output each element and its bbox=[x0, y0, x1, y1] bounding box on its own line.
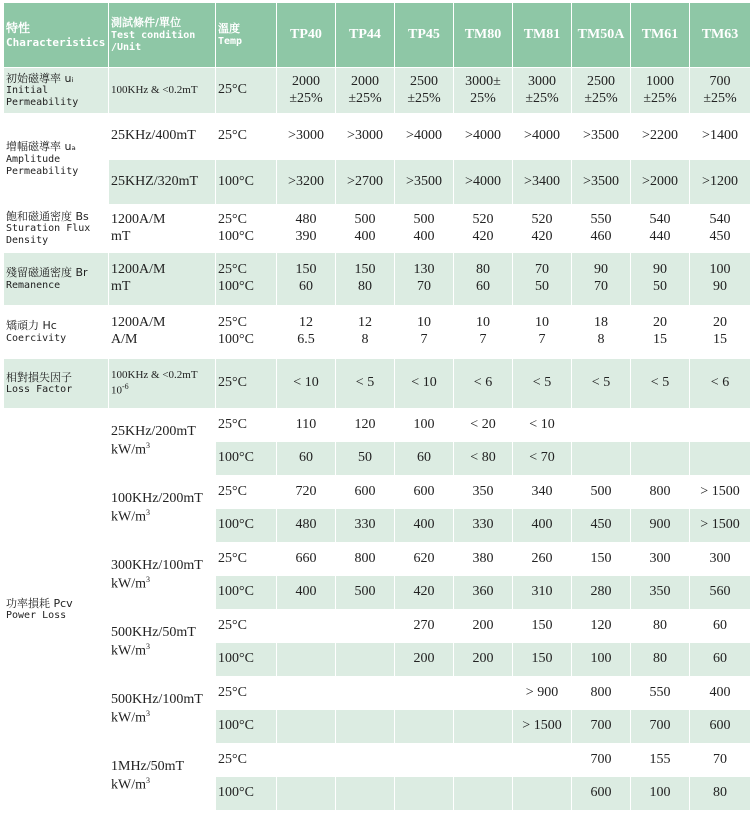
row-loss-factor bbox=[4, 359, 751, 409]
value-cell: 200 bbox=[454, 643, 513, 677]
condition-cell: 25KHz/400mT bbox=[109, 114, 216, 160]
temp-cell: 25°C bbox=[216, 610, 277, 643]
condition-cell: 25KHz/200mT $kW/m^3$ bbox=[109, 409, 216, 476]
value-cell bbox=[631, 409, 690, 442]
value-cell: 120 bbox=[572, 610, 631, 643]
value-cell: >2000 bbox=[631, 160, 690, 205]
value-cell: 310 bbox=[513, 576, 572, 610]
value-cell: 480 390 bbox=[277, 205, 336, 253]
temp-cell: 25°C bbox=[216, 68, 277, 114]
value-cell: 3000± 25% bbox=[454, 68, 513, 114]
value-cell: >4000 bbox=[454, 114, 513, 160]
value-cell: < 6 bbox=[690, 359, 751, 409]
characteristic-cell: 殘留磁通密度 Br Remanence bbox=[4, 253, 109, 306]
temp-cell: 25°C bbox=[216, 359, 277, 409]
value-cell: 20 15 bbox=[631, 306, 690, 359]
temp-cell: 25°C 100°C bbox=[216, 306, 277, 359]
value-cell: 420 bbox=[395, 576, 454, 610]
value-cell: 150 60 bbox=[277, 253, 336, 306]
value-cell bbox=[454, 777, 513, 811]
row-power-loss bbox=[4, 409, 751, 442]
value-cell: 100 90 bbox=[690, 253, 751, 306]
header-temp: 溫度 Temp bbox=[216, 3, 277, 68]
value-cell: 60 bbox=[690, 610, 751, 643]
row-amplitude-permeability-25c bbox=[4, 114, 751, 160]
temp-cell: 100°C bbox=[216, 710, 277, 744]
value-cell: >3500 bbox=[572, 114, 631, 160]
value-cell bbox=[336, 710, 395, 744]
condition-cell: 1200A/M mT bbox=[109, 253, 216, 306]
value-cell: 330 bbox=[336, 509, 395, 543]
value-cell: 10 7 bbox=[454, 306, 513, 359]
value-cell: 500 400 bbox=[395, 205, 454, 253]
temp-cell: 100°C bbox=[216, 160, 277, 205]
value-cell: 400 bbox=[690, 677, 751, 710]
value-cell: 400 bbox=[513, 509, 572, 543]
value-cell bbox=[572, 409, 631, 442]
value-cell: >3000 bbox=[277, 114, 336, 160]
header-material: TP44 bbox=[336, 3, 395, 68]
value-cell bbox=[395, 744, 454, 777]
value-cell bbox=[395, 710, 454, 744]
value-cell: 12 8 bbox=[336, 306, 395, 359]
value-cell: 70 bbox=[690, 744, 751, 777]
value-cell: 60 bbox=[690, 643, 751, 677]
value-cell: >1400 bbox=[690, 114, 751, 160]
value-cell: 360 bbox=[454, 576, 513, 610]
temp-cell: 25°C bbox=[216, 476, 277, 509]
value-cell bbox=[690, 409, 751, 442]
characteristic-cell: 初始磁導率 uᵢ Initial Permeability bbox=[4, 68, 109, 114]
characteristic-cell: 矯頑力 Hc Coercivity bbox=[4, 306, 109, 359]
value-cell: 800 bbox=[631, 476, 690, 509]
value-cell: 2500 ±25% bbox=[572, 68, 631, 114]
header-characteristics: 特性 Characteristics bbox=[4, 3, 109, 68]
value-cell: 10 7 bbox=[513, 306, 572, 359]
value-cell bbox=[454, 710, 513, 744]
value-cell: 12 6.5 bbox=[277, 306, 336, 359]
value-cell: 800 bbox=[572, 677, 631, 710]
value-cell: 450 bbox=[572, 509, 631, 543]
temp-cell: 25°C 100°C bbox=[216, 253, 277, 306]
value-cell bbox=[690, 442, 751, 476]
value-cell: > 900 bbox=[513, 677, 572, 710]
value-cell bbox=[395, 677, 454, 710]
value-cell: 150 bbox=[513, 610, 572, 643]
value-cell: >2700 bbox=[336, 160, 395, 205]
value-cell: 2000 ±25% bbox=[277, 68, 336, 114]
row-saturation-flux-density bbox=[4, 205, 751, 253]
value-cell: 350 bbox=[454, 476, 513, 509]
value-cell: 80 bbox=[631, 610, 690, 643]
header-material: TM81 bbox=[513, 3, 572, 68]
value-cell: 500 bbox=[572, 476, 631, 509]
row-remanence bbox=[4, 253, 751, 306]
value-cell: < 10 bbox=[277, 359, 336, 409]
value-cell: 520 420 bbox=[454, 205, 513, 253]
value-cell: 800 bbox=[336, 543, 395, 576]
condition-cell: 100KHz & <0.2mT $10^{-6}$ bbox=[109, 359, 216, 409]
value-cell: < 5 bbox=[513, 359, 572, 409]
header-material: TM50A bbox=[572, 3, 631, 68]
row-power-loss bbox=[4, 476, 751, 509]
value-cell: 260 bbox=[513, 543, 572, 576]
value-cell: 80 bbox=[690, 777, 751, 811]
value-cell: 620 bbox=[395, 543, 454, 576]
value-cell: 500 bbox=[336, 576, 395, 610]
value-cell: 110 bbox=[277, 409, 336, 442]
value-cell: 80 bbox=[631, 643, 690, 677]
value-cell: < 5 bbox=[631, 359, 690, 409]
table-body bbox=[4, 68, 751, 811]
value-cell bbox=[336, 677, 395, 710]
value-cell: < 10 bbox=[513, 409, 572, 442]
value-cell: 130 70 bbox=[395, 253, 454, 306]
value-cell: > 1500 bbox=[690, 509, 751, 543]
value-cell: 400 bbox=[395, 509, 454, 543]
condition-cell: 1200A/M A/M bbox=[109, 306, 216, 359]
temp-cell: 25°C bbox=[216, 677, 277, 710]
value-cell: < 6 bbox=[454, 359, 513, 409]
value-cell: >3400 bbox=[513, 160, 572, 205]
value-cell: 150 bbox=[572, 543, 631, 576]
value-cell: 150 80 bbox=[336, 253, 395, 306]
value-cell: < 10 bbox=[395, 359, 454, 409]
value-cell: 100 bbox=[572, 643, 631, 677]
value-cell: 700 ±25% bbox=[690, 68, 751, 114]
value-cell: 700 bbox=[631, 710, 690, 744]
value-cell bbox=[513, 744, 572, 777]
value-cell: 150 bbox=[513, 643, 572, 677]
value-cell: 550 bbox=[631, 677, 690, 710]
value-cell: 50 bbox=[336, 442, 395, 476]
header-row bbox=[4, 3, 751, 68]
condition-cell: 500KHz/100mT $kW/m^3$ bbox=[109, 677, 216, 744]
value-cell: 280 bbox=[572, 576, 631, 610]
value-cell: 200 bbox=[454, 610, 513, 643]
temp-cell: 25°C bbox=[216, 114, 277, 160]
value-cell: 380 bbox=[454, 543, 513, 576]
temp-cell: 100°C bbox=[216, 643, 277, 677]
value-cell: >4000 bbox=[513, 114, 572, 160]
value-cell: 2500 ±25% bbox=[395, 68, 454, 114]
value-cell: 18 8 bbox=[572, 306, 631, 359]
temp-cell: 25°C bbox=[216, 409, 277, 442]
value-cell: >3500 bbox=[395, 160, 454, 205]
value-cell bbox=[277, 744, 336, 777]
temp-cell: 25°C bbox=[216, 543, 277, 576]
value-cell: 90 50 bbox=[631, 253, 690, 306]
value-cell bbox=[336, 744, 395, 777]
value-cell bbox=[277, 777, 336, 811]
value-cell: 720 bbox=[277, 476, 336, 509]
temp-cell: 25°C 100°C bbox=[216, 205, 277, 253]
value-cell: 900 bbox=[631, 509, 690, 543]
condition-cell: 100KHz/200mT $kW/m^3$ bbox=[109, 476, 216, 543]
value-cell: 400 bbox=[277, 576, 336, 610]
row-initial-permeability bbox=[4, 68, 751, 114]
value-cell: 340 bbox=[513, 476, 572, 509]
temp-cell: 100°C bbox=[216, 442, 277, 476]
value-cell: < 20 bbox=[454, 409, 513, 442]
value-cell: 20 15 bbox=[690, 306, 751, 359]
value-cell bbox=[277, 610, 336, 643]
value-cell: 330 bbox=[454, 509, 513, 543]
value-cell: 540 450 bbox=[690, 205, 751, 253]
value-cell bbox=[454, 744, 513, 777]
value-cell: 600 bbox=[336, 476, 395, 509]
row-amplitude-permeability-100c bbox=[4, 160, 751, 205]
value-cell: 70 50 bbox=[513, 253, 572, 306]
value-cell: >4000 bbox=[454, 160, 513, 205]
condition-cell: 1MHz/50mT $kW/m^3$ bbox=[109, 744, 216, 811]
value-cell: 90 70 bbox=[572, 253, 631, 306]
row-coercivity bbox=[4, 306, 751, 359]
row-power-loss bbox=[4, 677, 751, 710]
value-cell: 100 bbox=[395, 409, 454, 442]
value-cell: < 70 bbox=[513, 442, 572, 476]
value-cell: 300 bbox=[690, 543, 751, 576]
value-cell: 60 bbox=[395, 442, 454, 476]
value-cell: 660 bbox=[277, 543, 336, 576]
value-cell: 200 bbox=[395, 643, 454, 677]
characteristic-cell: 飽和磁通密度 Bs Sturation Flux Density bbox=[4, 205, 109, 253]
header-condition: 測試條件/單位 Test condition /Unit bbox=[109, 3, 216, 68]
value-cell: 10 7 bbox=[395, 306, 454, 359]
condition-cell: 300KHz/100mT $kW/m^3$ bbox=[109, 543, 216, 610]
value-cell: 520 420 bbox=[513, 205, 572, 253]
value-cell: 550 460 bbox=[572, 205, 631, 253]
characteristic-cell: 相對損失因子 Loss Factor bbox=[4, 359, 109, 409]
value-cell: >4000 bbox=[395, 114, 454, 160]
value-cell: >3500 bbox=[572, 160, 631, 205]
value-cell: < 80 bbox=[454, 442, 513, 476]
value-cell: < 5 bbox=[572, 359, 631, 409]
value-cell: 155 bbox=[631, 744, 690, 777]
value-cell: 600 bbox=[690, 710, 751, 744]
value-cell: >3000 bbox=[336, 114, 395, 160]
row-power-loss bbox=[4, 543, 751, 576]
row-power-loss bbox=[4, 744, 751, 777]
value-cell: 350 bbox=[631, 576, 690, 610]
value-cell: 540 440 bbox=[631, 205, 690, 253]
header-material: TM63 bbox=[690, 3, 751, 68]
value-cell: 80 60 bbox=[454, 253, 513, 306]
condition-cell: 100KHz & <0.2mT bbox=[109, 68, 216, 114]
value-cell: 120 bbox=[336, 409, 395, 442]
material-spec-table bbox=[3, 2, 751, 811]
value-cell: 600 bbox=[572, 777, 631, 811]
value-cell: >3200 bbox=[277, 160, 336, 205]
header-material: TM80 bbox=[454, 3, 513, 68]
temp-cell: 25°C bbox=[216, 744, 277, 777]
value-cell: >1200 bbox=[690, 160, 751, 205]
value-cell bbox=[277, 710, 336, 744]
characteristic-cell: 增幅磁導率 uₐ Amplitude Permeability bbox=[4, 114, 109, 205]
value-cell: 600 bbox=[395, 476, 454, 509]
condition-cell: 25KHZ/320mT bbox=[109, 160, 216, 205]
value-cell: < 5 bbox=[336, 359, 395, 409]
value-cell: 1000 ±25% bbox=[631, 68, 690, 114]
row-power-loss bbox=[4, 610, 751, 643]
value-cell: 700 bbox=[572, 710, 631, 744]
header-material: TP40 bbox=[277, 3, 336, 68]
value-cell bbox=[336, 777, 395, 811]
value-cell: 3000 ±25% bbox=[513, 68, 572, 114]
value-cell bbox=[631, 442, 690, 476]
value-cell bbox=[336, 643, 395, 677]
value-cell bbox=[277, 677, 336, 710]
value-cell: 480 bbox=[277, 509, 336, 543]
value-cell: > 1500 bbox=[513, 710, 572, 744]
value-cell bbox=[572, 442, 631, 476]
temp-cell: 100°C bbox=[216, 576, 277, 610]
header-material: TP45 bbox=[395, 3, 454, 68]
header-material: TM61 bbox=[631, 3, 690, 68]
value-cell bbox=[513, 777, 572, 811]
value-cell: 700 bbox=[572, 744, 631, 777]
value-cell: 2000 ±25% bbox=[336, 68, 395, 114]
temp-cell: 100°C bbox=[216, 509, 277, 543]
temp-cell: 100°C bbox=[216, 777, 277, 811]
condition-cell: 500KHz/50mT $kW/m^3$ bbox=[109, 610, 216, 677]
value-cell: 560 bbox=[690, 576, 751, 610]
value-cell bbox=[454, 677, 513, 710]
value-cell: 300 bbox=[631, 543, 690, 576]
value-cell: 500 400 bbox=[336, 205, 395, 253]
value-cell: > 1500 bbox=[690, 476, 751, 509]
value-cell bbox=[336, 610, 395, 643]
characteristic-cell: 功率損耗 Pcv Power Loss bbox=[4, 409, 109, 811]
value-cell: 270 bbox=[395, 610, 454, 643]
value-cell bbox=[277, 643, 336, 677]
value-cell: 60 bbox=[277, 442, 336, 476]
condition-cell: 1200A/M mT bbox=[109, 205, 216, 253]
value-cell: >2200 bbox=[631, 114, 690, 160]
value-cell: 100 bbox=[631, 777, 690, 811]
value-cell bbox=[395, 777, 454, 811]
